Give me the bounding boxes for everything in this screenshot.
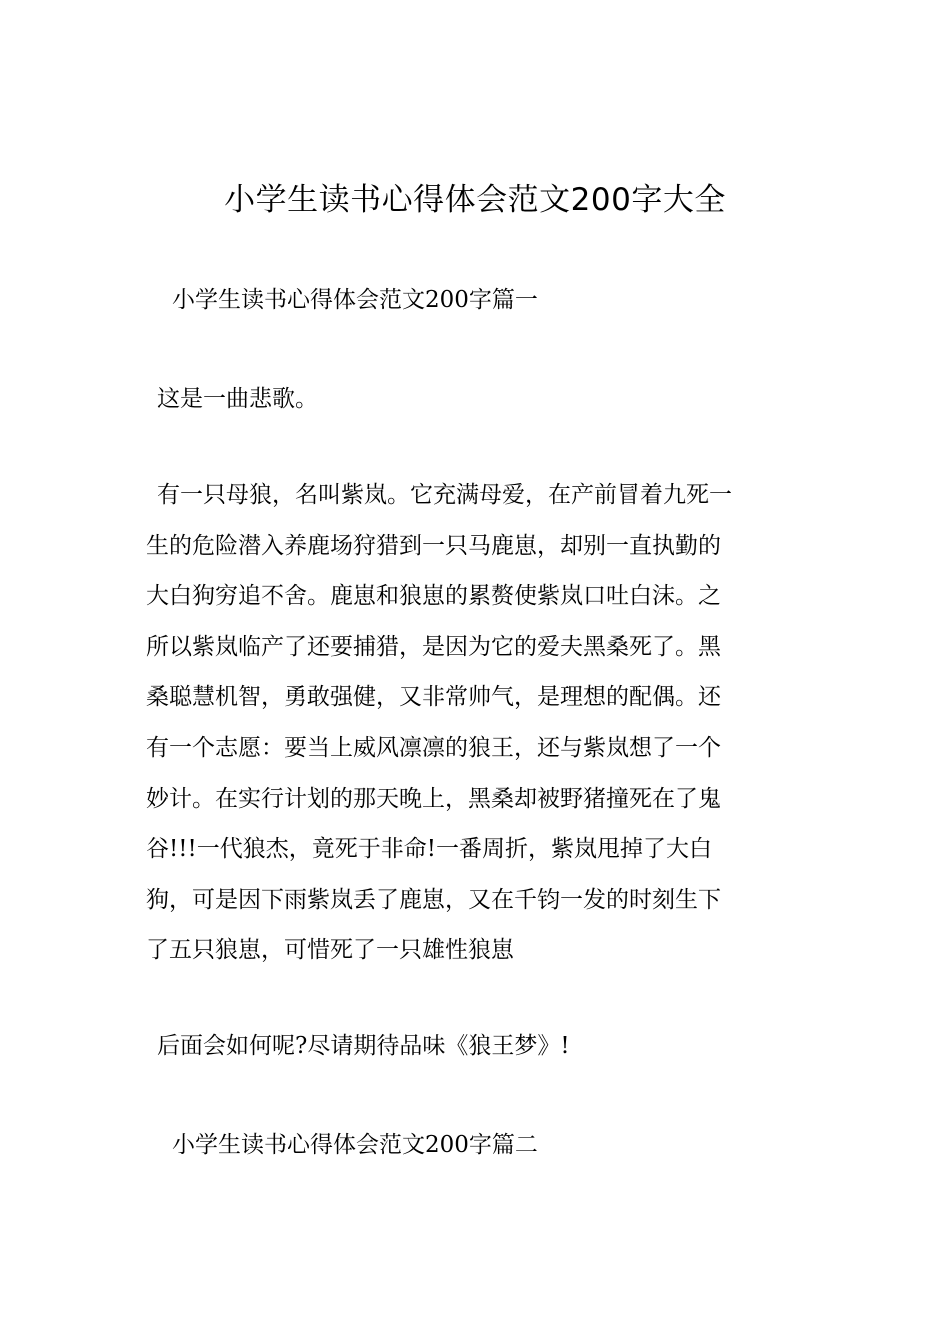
story-line: 大白狗穷追不舍。鹿崽和狼崽的累赘使紫岚口吐白沫。之 xyxy=(146,583,721,610)
section-heading-1: 小学生读书心得体会范文200字篇一 xyxy=(172,287,538,313)
paragraph-story xyxy=(146,479,806,985)
story-line: 有一只母狼，名叫紫岚。它充满母爱，在产前冒着九死一 xyxy=(157,482,732,508)
section-heading-2: 小学生读书心得体会范文200字篇二 xyxy=(172,1132,538,1158)
document-title: 小学生读书心得体会范文200字大全 xyxy=(224,182,726,218)
story-line: 了五只狼崽，可惜死了一只雄性狼崽 xyxy=(146,937,514,964)
story-line: 桑聪慧机智，勇敢强健，又非常帅气，是理想的配偶。还 xyxy=(146,684,721,711)
paragraph-intro: 这是一曲悲歌。 xyxy=(157,386,318,412)
paragraph-closing: 后面会如何呢?尽请期待品味《狼王梦》! xyxy=(157,1033,570,1059)
story-line: 狗，可是因下雨紫岚丢了鹿崽，又在千钧一发的时刻生下 xyxy=(146,886,721,913)
story-line: 谷!!!一代狼杰，竟死于非命!一番周折，紫岚甩掉了大白 xyxy=(146,836,712,863)
story-line: 有一个志愿：要当上威风凛凛的狼王，还与紫岚想了一个 xyxy=(146,734,721,761)
story-line: 妙计。在实行计划的那天晚上，黑桑却被野猪撞死在了鬼 xyxy=(146,785,721,812)
story-line: 生的危险潜入养鹿场狩猎到一只马鹿崽，却别一直执勤的 xyxy=(146,532,721,559)
story-line: 所以紫岚临产了还要捕猎，是因为它的爱夫黑桑死了。黑 xyxy=(146,633,721,660)
